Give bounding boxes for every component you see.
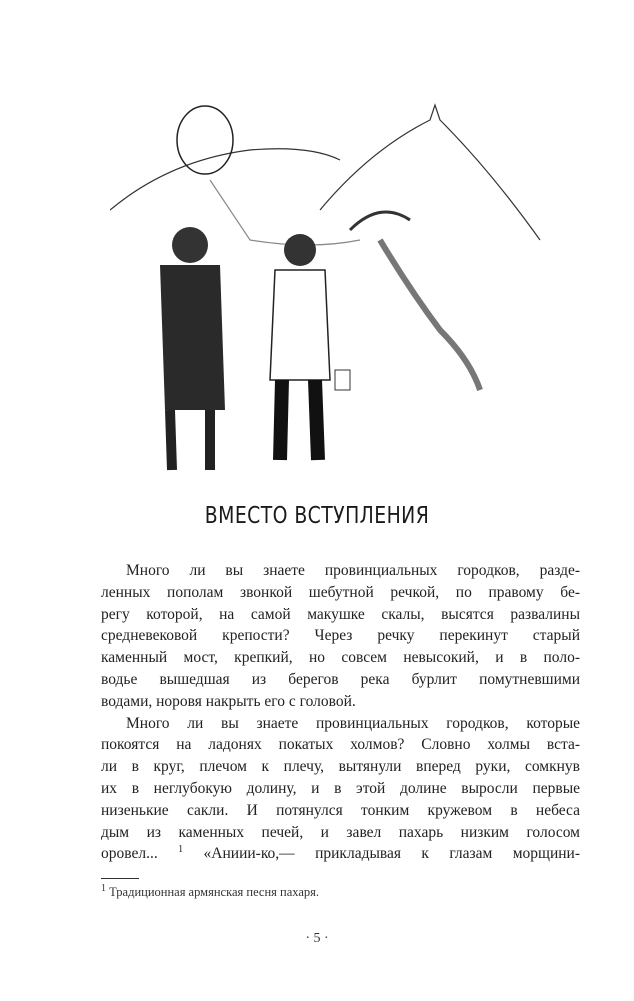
- text-line: дым из каменных печей, и завел пахарь низким голосом: [101, 823, 580, 841]
- footnote-divider: [101, 878, 139, 879]
- bridge: [350, 212, 410, 230]
- text-line: Много ли вы знаете провинциальных городков, разде-: [126, 562, 580, 579]
- footnote: [101, 884, 319, 900]
- illustration-pouring-water: [110, 90, 550, 480]
- text-line: водами, норовя накрыть его с головой.: [101, 692, 356, 710]
- text-line: ленных пополам звонкой шебутной речкой, по правому бе-: [101, 583, 580, 601]
- footnote-mark: 1: [101, 882, 106, 894]
- text-line: регу которой, на самой макушке скалы, высятся развалины: [101, 605, 580, 623]
- text-fragment: «Аниии-ко,— прикладывая к глазам морщини-: [203, 845, 581, 863]
- page-number: · 5 ·: [305, 931, 329, 946]
- text-line: Много ли вы знаете провинциальных городков, которые: [126, 714, 580, 732]
- text-line: средневековой крепости? Через речку перекинут старый: [101, 627, 580, 645]
- river: [380, 240, 480, 390]
- footnote-ref[interactable]: 1: [178, 844, 184, 856]
- text-line: покоятся на ладонях покатых холмов? Словно холмы вста-: [101, 736, 580, 754]
- body-text: [101, 560, 580, 865]
- footnote-text: Традиционная армянская песня пахаря.: [109, 885, 320, 899]
- text-line: низенькие сакли. И потянулся тонким кружевом в небеса: [101, 801, 580, 819]
- text-line: их в неглубокую долину, и в этой долине выросли первые: [101, 779, 580, 797]
- text-fragment: оровел...: [101, 845, 158, 863]
- text-line: каменный мост, крепкий, но совсем невысокий, и в поло-: [101, 649, 580, 667]
- man-pouring: [160, 106, 233, 470]
- man-standing: [270, 234, 350, 460]
- text-line: [101, 843, 580, 865]
- text-line: ли в круг, плечом к плечу, вытянули вперед руки, сомкнув: [101, 758, 580, 776]
- hill-right-fortress: [320, 105, 540, 240]
- chapter-title: ВМЕСТО ВСТУПЛЕНИЯ: [204, 503, 430, 529]
- text-line: водье вышедшая из берегов река бурлит помутневшими: [101, 670, 580, 688]
- hill-left: [110, 149, 340, 210]
